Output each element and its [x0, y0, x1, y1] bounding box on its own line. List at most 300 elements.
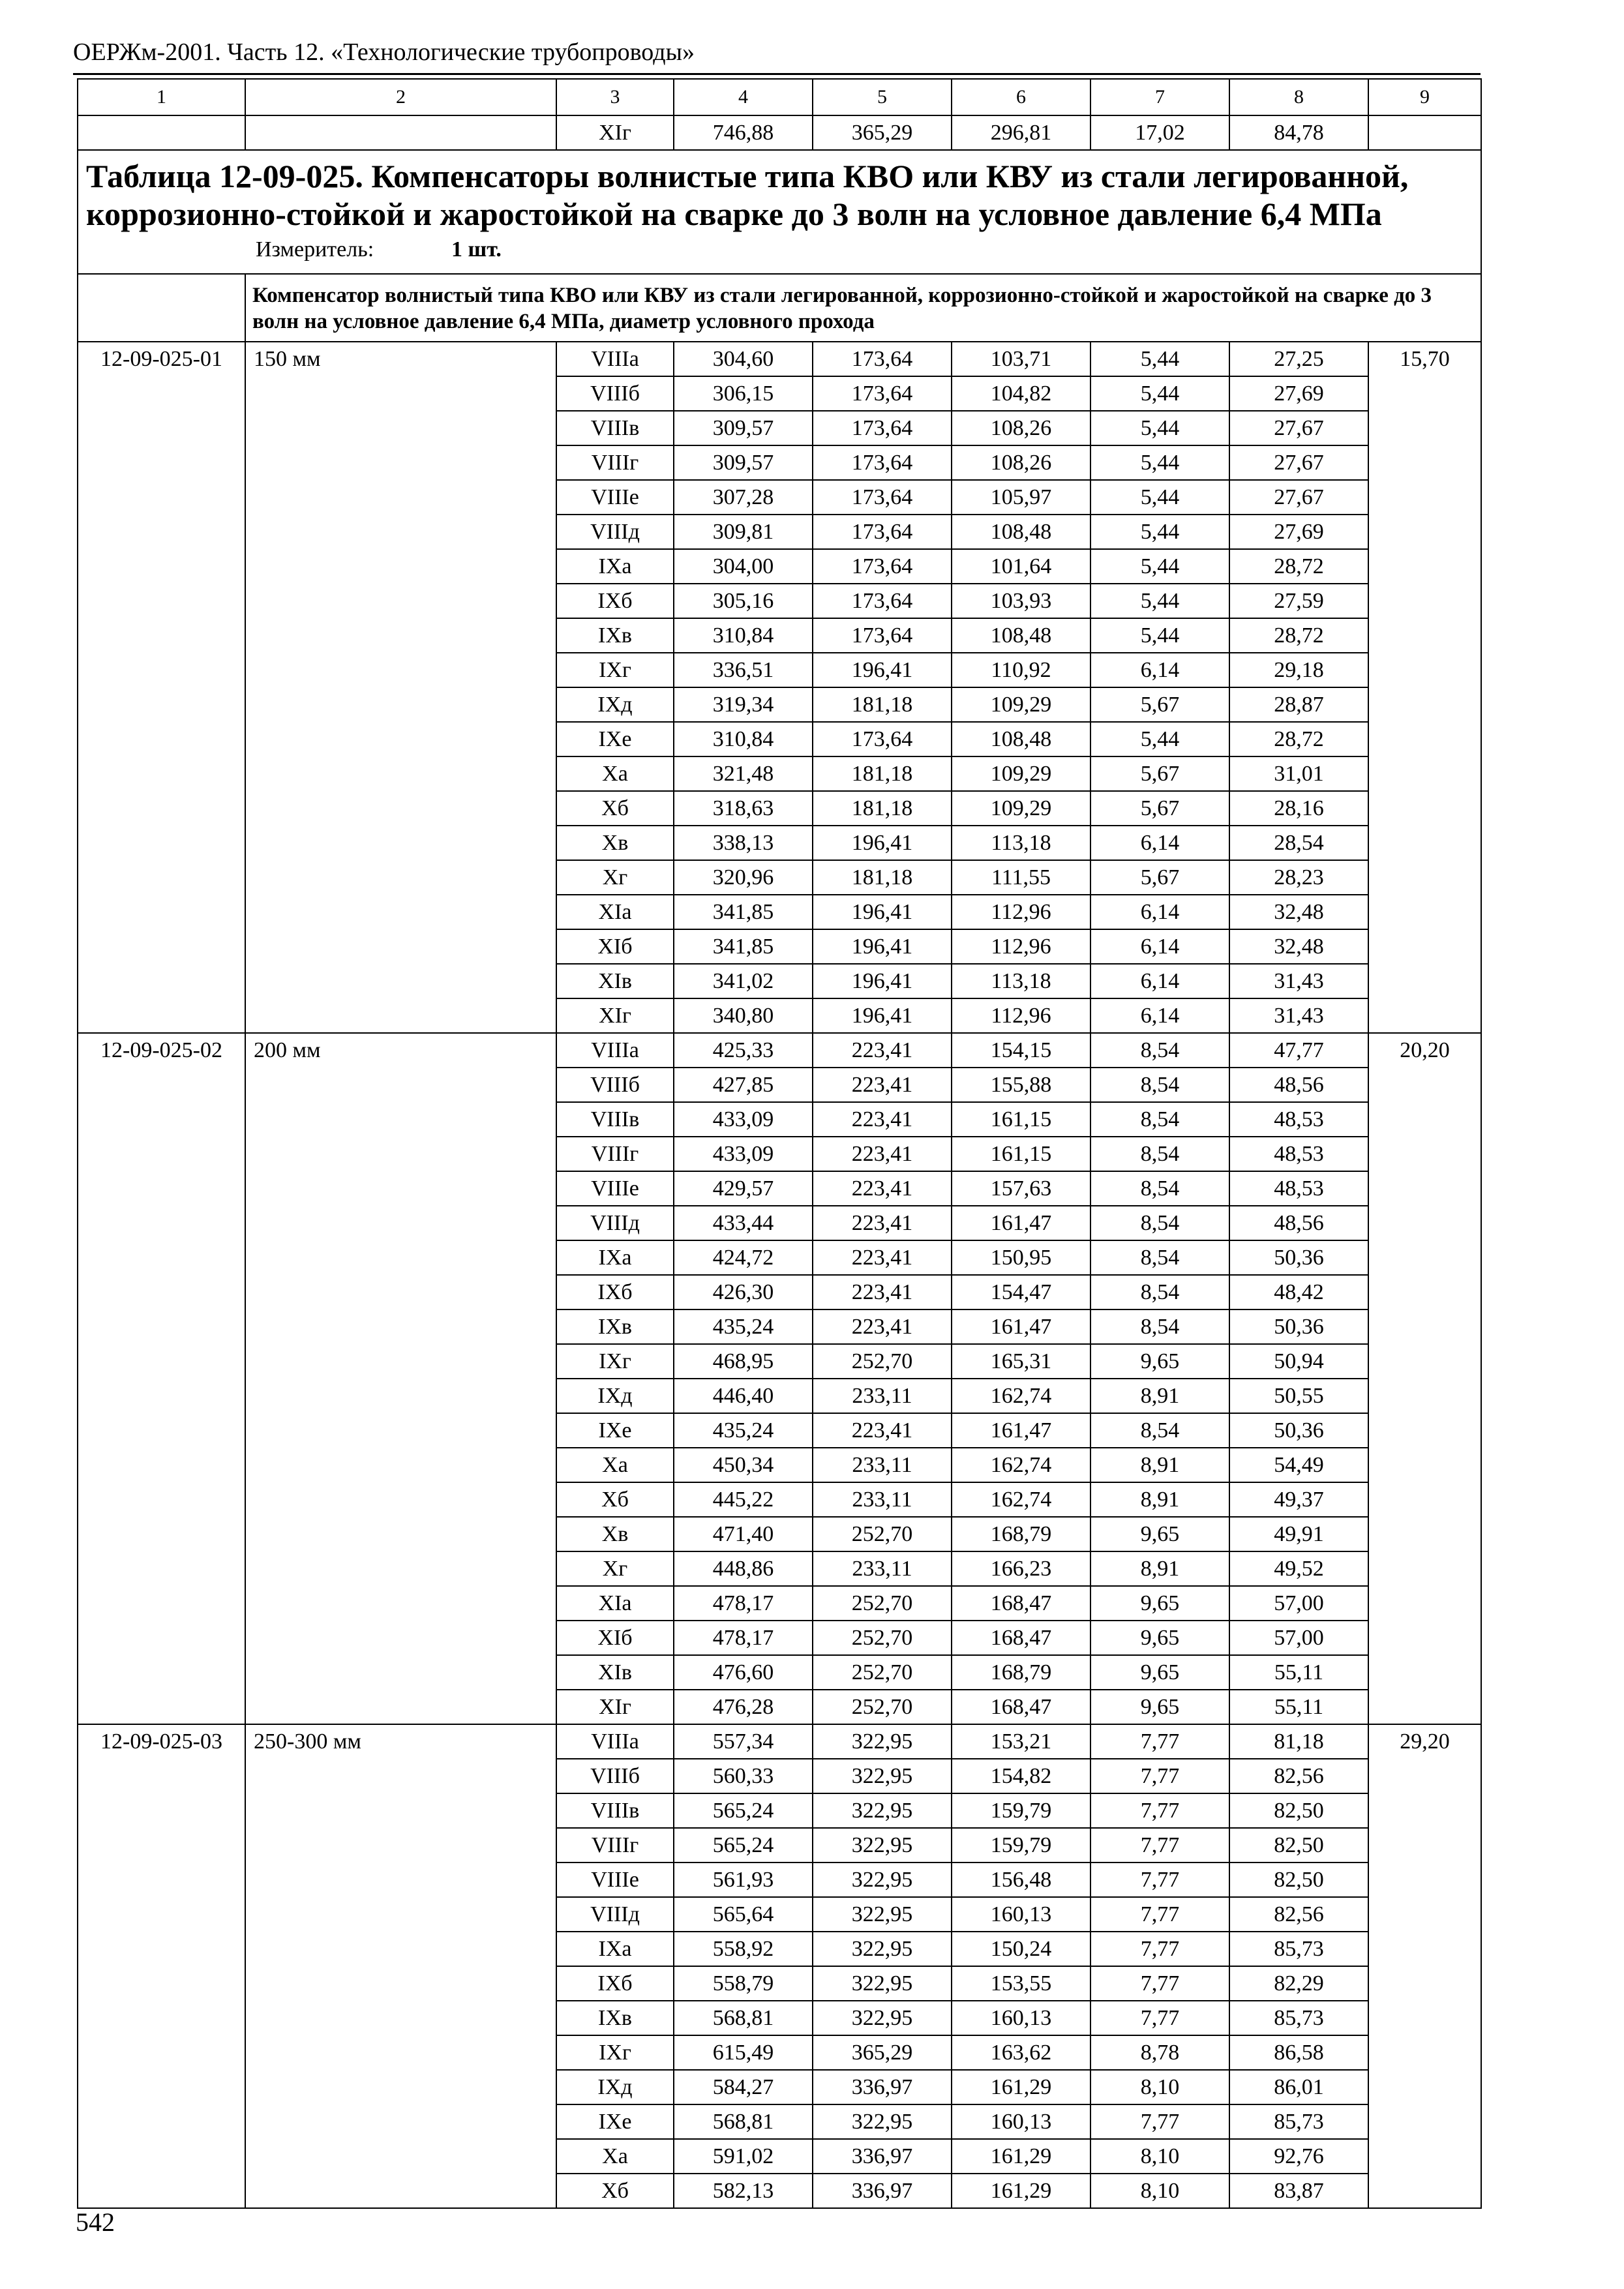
- value-cell: 154,47: [952, 1275, 1090, 1309]
- value-cell: 5,44: [1090, 480, 1229, 515]
- value-cell: 82,50: [1229, 1828, 1368, 1863]
- value-cell: 582,13: [674, 2174, 813, 2208]
- value-cell: 113,18: [952, 826, 1090, 860]
- value-cell: 104,82: [952, 376, 1090, 411]
- value-cell: 173,64: [813, 722, 952, 756]
- value-cell: 310,84: [674, 722, 813, 756]
- value-cell: 223,41: [813, 1413, 952, 1448]
- value-cell: 450,34: [674, 1448, 813, 1482]
- value-cell: 8,10: [1090, 2070, 1229, 2104]
- value-cell: 322,95: [813, 1793, 952, 1828]
- column-number: 8: [1229, 79, 1368, 115]
- value-cell: 233,11: [813, 1482, 952, 1517]
- value-cell: 584,27: [674, 2070, 813, 2104]
- unit-line: [86, 235, 1473, 264]
- value-cell: 48,56: [1229, 1206, 1368, 1240]
- zone-cell: XIа: [556, 895, 674, 929]
- value-cell: 82,29: [1229, 1966, 1368, 2001]
- value-cell: 336,97: [813, 2070, 952, 2104]
- zone-cell: VIIIд: [556, 1897, 674, 1932]
- value-cell: 5,44: [1090, 342, 1229, 376]
- column-number: 4: [674, 79, 813, 115]
- value-cell: 304,00: [674, 549, 813, 584]
- value-cell: 161,15: [952, 1137, 1090, 1171]
- value-cell: 29,18: [1229, 653, 1368, 687]
- value-cell: 425,33: [674, 1033, 813, 1068]
- value-cell: 154,15: [952, 1033, 1090, 1068]
- value-cell: 86,01: [1229, 2070, 1368, 2104]
- value-cell: 173,64: [813, 342, 952, 376]
- value-cell: 55,11: [1229, 1690, 1368, 1724]
- zone-cell: VIIIв: [556, 1102, 674, 1137]
- value-cell: 157,63: [952, 1171, 1090, 1206]
- zone-cell: Xа: [556, 2139, 674, 2174]
- unit-label: Измеритель:: [256, 237, 374, 262]
- value-cell: 28,72: [1229, 549, 1368, 584]
- value-cell: 309,57: [674, 411, 813, 445]
- value-cell: 161,47: [952, 1206, 1090, 1240]
- value-cell: 341,85: [674, 929, 813, 964]
- value-cell: 7,77: [1090, 1863, 1229, 1897]
- value-cell: 319,34: [674, 687, 813, 722]
- value-cell: 252,70: [813, 1655, 952, 1690]
- value-cell: 468,95: [674, 1344, 813, 1379]
- value-cell: 49,52: [1229, 1551, 1368, 1586]
- value-cell: 6,14: [1090, 929, 1229, 964]
- zone-cell: VIIIа: [556, 1033, 674, 1068]
- value-cell: 173,64: [813, 480, 952, 515]
- value-cell: 568,81: [674, 2104, 813, 2139]
- zone-cell: VIIIв: [556, 1793, 674, 1828]
- table-row: [78, 1033, 1481, 1068]
- zone-cell: Xб: [556, 791, 674, 826]
- value-cell: 196,41: [813, 826, 952, 860]
- value-cell: 27,59: [1229, 584, 1368, 618]
- value-cell: 109,29: [952, 687, 1090, 722]
- value-cell: 8,91: [1090, 1482, 1229, 1517]
- value-cell: 8,54: [1090, 1309, 1229, 1344]
- value-cell: 49,37: [1229, 1482, 1368, 1517]
- unit-value: 1 шт.: [451, 237, 502, 262]
- value-cell: 83,87: [1229, 2174, 1368, 2208]
- value-cell: 322,95: [813, 1759, 952, 1793]
- value-cell: 223,41: [813, 1206, 952, 1240]
- value-cell: 322,95: [813, 1828, 952, 1863]
- value-cell: 108,48: [952, 618, 1090, 653]
- value-cell: 109,29: [952, 756, 1090, 791]
- value-cell: 28,72: [1229, 618, 1368, 653]
- value-cell: 54,49: [1229, 1448, 1368, 1482]
- value-cell: 17,02: [1090, 115, 1229, 150]
- value-cell: 168,47: [952, 1621, 1090, 1655]
- value-cell: 31,43: [1229, 998, 1368, 1033]
- value-cell: 48,53: [1229, 1137, 1368, 1171]
- item-size: 250-300 мм: [245, 1724, 556, 2208]
- item-size: 150 мм: [245, 342, 556, 1033]
- value-cell: 307,28: [674, 480, 813, 515]
- value-cell: 163,62: [952, 2035, 1090, 2070]
- value-cell: 173,64: [813, 411, 952, 445]
- value-cell: 565,24: [674, 1793, 813, 1828]
- value-cell: 101,64: [952, 549, 1090, 584]
- value-cell: 223,41: [813, 1275, 952, 1309]
- value-cell: 196,41: [813, 895, 952, 929]
- value-cell: 426,30: [674, 1275, 813, 1309]
- value-cell: 5,44: [1090, 549, 1229, 584]
- value-cell: 153,55: [952, 1966, 1090, 2001]
- value-cell: 6,14: [1090, 653, 1229, 687]
- value-cell: 565,64: [674, 1897, 813, 1932]
- value-cell: 306,15: [674, 376, 813, 411]
- zone-cell: IXг: [556, 1344, 674, 1379]
- value-cell: 252,70: [813, 1344, 952, 1379]
- value-cell: 154,82: [952, 1759, 1090, 1793]
- value-cell: 9,65: [1090, 1690, 1229, 1724]
- item-code: 12-09-025-01: [78, 342, 245, 1033]
- value-cell: 8,54: [1090, 1413, 1229, 1448]
- value-cell: 155,88: [952, 1068, 1090, 1102]
- zone-cell: IXа: [556, 1240, 674, 1275]
- value-cell: 162,74: [952, 1482, 1090, 1517]
- value-cell: 48,42: [1229, 1275, 1368, 1309]
- value-cell: 109,29: [952, 791, 1090, 826]
- value-cell: 252,70: [813, 1586, 952, 1621]
- value-cell: 28,87: [1229, 687, 1368, 722]
- value-cell: 8,10: [1090, 2174, 1229, 2208]
- zone-cell: XIв: [556, 1655, 674, 1690]
- empty-cell: [245, 115, 556, 150]
- value-cell: 31,43: [1229, 964, 1368, 998]
- value-cell: 433,09: [674, 1102, 813, 1137]
- zone-cell: IXе: [556, 722, 674, 756]
- value-cell: 92,76: [1229, 2139, 1368, 2174]
- value-cell: 478,17: [674, 1621, 813, 1655]
- value-cell: 57,00: [1229, 1586, 1368, 1621]
- value-cell: 6,14: [1090, 826, 1229, 860]
- value-cell: 338,13: [674, 826, 813, 860]
- item-mass: 15,70: [1368, 342, 1481, 1033]
- value-cell: 8,91: [1090, 1448, 1229, 1482]
- value-cell: 50,36: [1229, 1309, 1368, 1344]
- value-cell: 7,77: [1090, 2001, 1229, 2035]
- value-cell: 5,44: [1090, 722, 1229, 756]
- value-cell: 591,02: [674, 2139, 813, 2174]
- value-cell: 8,54: [1090, 1102, 1229, 1137]
- zone-cell: VIIIд: [556, 515, 674, 549]
- value-cell: 8,54: [1090, 1137, 1229, 1171]
- zone-cell: Xб: [556, 2174, 674, 2208]
- value-cell: 310,84: [674, 618, 813, 653]
- price-table: [77, 78, 1482, 2209]
- value-cell: 322,95: [813, 2104, 952, 2139]
- value-cell: 9,65: [1090, 1344, 1229, 1379]
- value-cell: 223,41: [813, 1309, 952, 1344]
- value-cell: 341,85: [674, 895, 813, 929]
- zone-cell: IXб: [556, 1275, 674, 1309]
- value-cell: 85,73: [1229, 1932, 1368, 1966]
- value-cell: 8,54: [1090, 1171, 1229, 1206]
- value-cell: 150,95: [952, 1240, 1090, 1275]
- value-cell: 336,51: [674, 653, 813, 687]
- zone-cell: VIIIг: [556, 1828, 674, 1863]
- value-cell: 560,33: [674, 1759, 813, 1793]
- item-size: 200 мм: [245, 1033, 556, 1724]
- value-cell: 6,14: [1090, 964, 1229, 998]
- column-number: 5: [813, 79, 952, 115]
- value-cell: 49,91: [1229, 1517, 1368, 1551]
- value-cell: 252,70: [813, 1621, 952, 1655]
- zone-cell: XIг: [556, 115, 674, 150]
- value-cell: 160,13: [952, 1897, 1090, 1932]
- value-cell: 445,22: [674, 1482, 813, 1517]
- value-cell: 8,54: [1090, 1068, 1229, 1102]
- value-cell: 233,11: [813, 1448, 952, 1482]
- value-cell: 8,10: [1090, 2139, 1229, 2174]
- value-cell: 223,41: [813, 1068, 952, 1102]
- value-cell: 57,00: [1229, 1621, 1368, 1655]
- value-cell: 7,77: [1090, 2104, 1229, 2139]
- zone-cell: XIб: [556, 929, 674, 964]
- value-cell: 181,18: [813, 687, 952, 722]
- zone-cell: IXа: [556, 549, 674, 584]
- value-cell: 322,95: [813, 2001, 952, 2035]
- value-cell: 8,91: [1090, 1379, 1229, 1413]
- zone-cell: Xг: [556, 860, 674, 895]
- column-number: 9: [1368, 79, 1481, 115]
- value-cell: 27,69: [1229, 376, 1368, 411]
- table-row: [78, 342, 1481, 376]
- column-number: 7: [1090, 79, 1229, 115]
- value-cell: 166,23: [952, 1551, 1090, 1586]
- value-cell: 161,47: [952, 1413, 1090, 1448]
- zone-cell: VIIIе: [556, 480, 674, 515]
- value-cell: 305,16: [674, 584, 813, 618]
- value-cell: 160,13: [952, 2001, 1090, 2035]
- value-cell: 433,09: [674, 1137, 813, 1171]
- value-cell: 84,78: [1229, 115, 1368, 150]
- value-cell: 32,48: [1229, 929, 1368, 964]
- zone-cell: VIIIе: [556, 1863, 674, 1897]
- value-cell: 196,41: [813, 653, 952, 687]
- value-cell: 168,79: [952, 1655, 1090, 1690]
- value-cell: 168,47: [952, 1586, 1090, 1621]
- zone-cell: VIIIг: [556, 445, 674, 480]
- value-cell: 159,79: [952, 1828, 1090, 1863]
- value-cell: 55,11: [1229, 1655, 1368, 1690]
- zone-cell: IXе: [556, 1413, 674, 1448]
- value-cell: 5,67: [1090, 860, 1229, 895]
- value-cell: 113,18: [952, 964, 1090, 998]
- value-cell: 322,95: [813, 1966, 952, 2001]
- value-cell: 9,65: [1090, 1517, 1229, 1551]
- zone-cell: IXг: [556, 2035, 674, 2070]
- value-cell: 181,18: [813, 756, 952, 791]
- zone-cell: IXд: [556, 1379, 674, 1413]
- value-cell: 233,11: [813, 1551, 952, 1586]
- zone-cell: IXа: [556, 1932, 674, 1966]
- value-cell: 112,96: [952, 998, 1090, 1033]
- value-cell: 181,18: [813, 860, 952, 895]
- value-cell: 159,79: [952, 1793, 1090, 1828]
- value-cell: 27,25: [1229, 342, 1368, 376]
- value-cell: 322,95: [813, 1724, 952, 1759]
- value-cell: 322,95: [813, 1897, 952, 1932]
- zone-cell: VIIIг: [556, 1137, 674, 1171]
- empty-cell: [78, 115, 245, 150]
- value-cell: 6,14: [1090, 998, 1229, 1033]
- value-cell: 8,54: [1090, 1033, 1229, 1068]
- value-cell: 165,31: [952, 1344, 1090, 1379]
- description-row: [78, 274, 1481, 342]
- description-cell: Компенсатор волнистый типа КВО или КВУ из стали легированной, коррозионно-стойкой и жаростойкой на сварке до 3 волн на условное давление 6,4 МПа, диаметр условного прохода: [245, 274, 1481, 342]
- zone-cell: IXе: [556, 2104, 674, 2139]
- value-cell: 161,29: [952, 2070, 1090, 2104]
- value-cell: 9,65: [1090, 1586, 1229, 1621]
- zone-cell: Xг: [556, 1551, 674, 1586]
- value-cell: 322,95: [813, 1863, 952, 1897]
- zone-cell: Xв: [556, 1517, 674, 1551]
- value-cell: 5,67: [1090, 791, 1229, 826]
- value-cell: 565,24: [674, 1828, 813, 1863]
- value-cell: 86,58: [1229, 2035, 1368, 2070]
- value-cell: 478,17: [674, 1586, 813, 1621]
- value-cell: 82,50: [1229, 1793, 1368, 1828]
- zone-cell: IXб: [556, 1966, 674, 2001]
- column-number-row: [78, 79, 1481, 115]
- value-cell: 429,57: [674, 1171, 813, 1206]
- zone-cell: XIб: [556, 1621, 674, 1655]
- value-cell: 162,74: [952, 1379, 1090, 1413]
- value-cell: 110,92: [952, 653, 1090, 687]
- value-cell: 557,34: [674, 1724, 813, 1759]
- value-cell: 162,74: [952, 1448, 1090, 1482]
- table-title-cell: [78, 150, 1481, 274]
- value-cell: 111,55: [952, 860, 1090, 895]
- column-number: 2: [245, 79, 556, 115]
- value-cell: 7,77: [1090, 1932, 1229, 1966]
- column-number: 1: [78, 79, 245, 115]
- value-cell: 5,44: [1090, 584, 1229, 618]
- zone-cell: XIв: [556, 964, 674, 998]
- value-cell: 7,77: [1090, 1724, 1229, 1759]
- value-cell: 7,77: [1090, 1897, 1229, 1932]
- value-cell: 28,16: [1229, 791, 1368, 826]
- value-cell: 112,96: [952, 929, 1090, 964]
- value-cell: 31,01: [1229, 756, 1368, 791]
- value-cell: 50,55: [1229, 1379, 1368, 1413]
- value-cell: 82,56: [1229, 1759, 1368, 1793]
- value-cell: 173,64: [813, 549, 952, 584]
- page-number: 542: [76, 2207, 115, 2237]
- value-cell: 320,96: [674, 860, 813, 895]
- value-cell: 365,29: [813, 2035, 952, 2070]
- value-cell: 173,64: [813, 445, 952, 480]
- value-cell: 309,57: [674, 445, 813, 480]
- value-cell: 336,97: [813, 2174, 952, 2208]
- value-cell: 433,44: [674, 1206, 813, 1240]
- empty-cell: [1368, 115, 1481, 150]
- table-row: [78, 1724, 1481, 1759]
- value-cell: 81,18: [1229, 1724, 1368, 1759]
- value-cell: 322,95: [813, 1932, 952, 1966]
- value-cell: 103,93: [952, 584, 1090, 618]
- zone-cell: Xв: [556, 826, 674, 860]
- value-cell: 309,81: [674, 515, 813, 549]
- value-cell: 252,70: [813, 1690, 952, 1724]
- value-cell: 153,21: [952, 1724, 1090, 1759]
- value-cell: 161,29: [952, 2174, 1090, 2208]
- header-rule: [73, 73, 1481, 75]
- value-cell: 27,69: [1229, 515, 1368, 549]
- value-cell: 223,41: [813, 1102, 952, 1137]
- value-cell: 82,50: [1229, 1863, 1368, 1897]
- table-title-row: [78, 150, 1481, 274]
- table-title: Таблица 12-09-025. Компенсаторы волнистые типа КВО или КВУ из стали легированной, коррозионно-стойкой и жаростойкой на сварке до 3 волн на условное давление 6,4 МПа: [86, 158, 1409, 232]
- item-mass: 29,20: [1368, 1724, 1481, 2208]
- value-cell: 105,97: [952, 480, 1090, 515]
- value-cell: 223,41: [813, 1033, 952, 1068]
- value-cell: 448,86: [674, 1551, 813, 1586]
- value-cell: 558,92: [674, 1932, 813, 1966]
- value-cell: 108,26: [952, 411, 1090, 445]
- zone-cell: VIIIа: [556, 342, 674, 376]
- value-cell: 181,18: [813, 791, 952, 826]
- value-cell: 8,78: [1090, 2035, 1229, 2070]
- item-code: 12-09-025-03: [78, 1724, 245, 2208]
- value-cell: 5,44: [1090, 445, 1229, 480]
- value-cell: 6,14: [1090, 895, 1229, 929]
- column-number: 6: [952, 79, 1090, 115]
- value-cell: 161,29: [952, 2139, 1090, 2174]
- value-cell: 27,67: [1229, 480, 1368, 515]
- value-cell: 85,73: [1229, 2001, 1368, 2035]
- value-cell: 8,54: [1090, 1240, 1229, 1275]
- value-cell: 168,79: [952, 1517, 1090, 1551]
- value-cell: 340,80: [674, 998, 813, 1033]
- value-cell: 196,41: [813, 998, 952, 1033]
- value-cell: 318,63: [674, 791, 813, 826]
- value-cell: 196,41: [813, 929, 952, 964]
- value-cell: 8,54: [1090, 1206, 1229, 1240]
- value-cell: 746,88: [674, 115, 813, 150]
- value-cell: 50,36: [1229, 1413, 1368, 1448]
- value-cell: 446,40: [674, 1379, 813, 1413]
- zone-cell: IXб: [556, 584, 674, 618]
- value-cell: 28,72: [1229, 722, 1368, 756]
- zone-cell: VIIIд: [556, 1206, 674, 1240]
- value-cell: 108,48: [952, 515, 1090, 549]
- zone-cell: Xа: [556, 756, 674, 791]
- value-cell: 321,48: [674, 756, 813, 791]
- value-cell: 32,48: [1229, 895, 1368, 929]
- value-cell: 47,77: [1229, 1033, 1368, 1068]
- value-cell: 476,60: [674, 1655, 813, 1690]
- value-cell: 5,44: [1090, 411, 1229, 445]
- value-cell: 5,44: [1090, 618, 1229, 653]
- running-title: ОЕРЖм-2001. Часть 12. «Технологические трубопроводы»: [73, 38, 695, 66]
- value-cell: 108,48: [952, 722, 1090, 756]
- value-cell: 427,85: [674, 1068, 813, 1102]
- value-cell: 27,67: [1229, 445, 1368, 480]
- zone-cell: IXг: [556, 653, 674, 687]
- value-cell: 28,54: [1229, 826, 1368, 860]
- value-cell: 341,02: [674, 964, 813, 998]
- value-cell: 103,71: [952, 342, 1090, 376]
- value-cell: 50,36: [1229, 1240, 1368, 1275]
- value-cell: 173,64: [813, 515, 952, 549]
- value-cell: 161,15: [952, 1102, 1090, 1137]
- zone-cell: IXв: [556, 1309, 674, 1344]
